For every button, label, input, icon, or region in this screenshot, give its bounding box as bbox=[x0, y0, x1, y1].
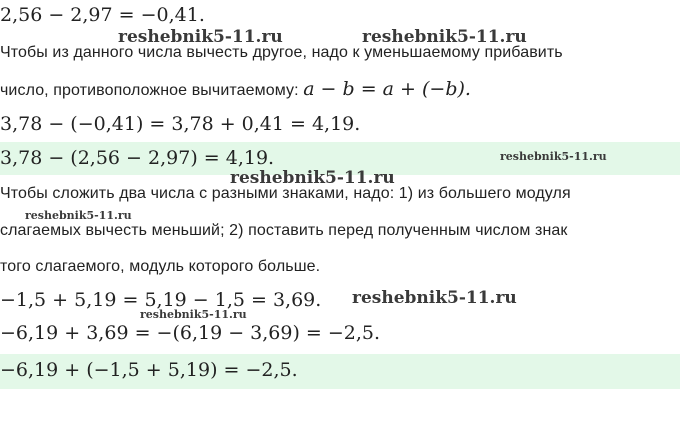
watermark-text: reshebnik5-11.ru bbox=[352, 288, 517, 308]
rule-text-subtraction-2 bbox=[0, 78, 471, 100]
rule-formula: a − b = a + (−b). bbox=[303, 78, 471, 100]
result-equation-2: −6,19 + (−1,5 + 5,19) = −2,5. bbox=[0, 359, 298, 381]
rule-text-subtraction-1: Чтобы из данного числа вычесть другое, надо к уменьшаемому прибавить bbox=[0, 44, 563, 61]
watermark-text: reshebnik5-11.ru bbox=[230, 168, 395, 188]
watermark-text: reshebnik5-11.ru bbox=[140, 308, 247, 321]
equation-line-1: 2,56 − 2,97 = −0,41. bbox=[0, 4, 205, 26]
rule-text-addition-3: того слагаемого, модуль которого больше. bbox=[0, 258, 321, 275]
watermark-text: reshebnik5-11.ru bbox=[500, 150, 607, 163]
equation-line-4: −6,19 + 3,69 = −(6,19 − 3,69) = −2,5. bbox=[0, 322, 381, 344]
rule-text-subtraction-2-words: число, противоположное вычитаемому: bbox=[0, 82, 304, 99]
equation-line-3: −1,5 + 5,19 = 5,19 − 1,5 = 3,69. bbox=[0, 289, 322, 311]
rule-text-addition-2: слагаемых вычесть меньший; 2) поставить перед полученным числом знак bbox=[0, 222, 568, 239]
watermark-text: reshebnik5-11.ru bbox=[118, 27, 283, 47]
watermark-text: reshebnik5-11.ru bbox=[362, 27, 527, 47]
rule-text-addition-1: Чтобы сложить два числа с разными знаками, надо: 1) из большего модуля bbox=[0, 185, 571, 202]
result-equation-1: 3,78 − (2,56 − 2,97) = 4,19. bbox=[0, 147, 275, 169]
watermark-text: reshebnik5-11.ru bbox=[25, 209, 132, 222]
equation-line-2: 3,78 − (−0,41) = 3,78 + 0,41 = 4,19. bbox=[0, 113, 361, 135]
